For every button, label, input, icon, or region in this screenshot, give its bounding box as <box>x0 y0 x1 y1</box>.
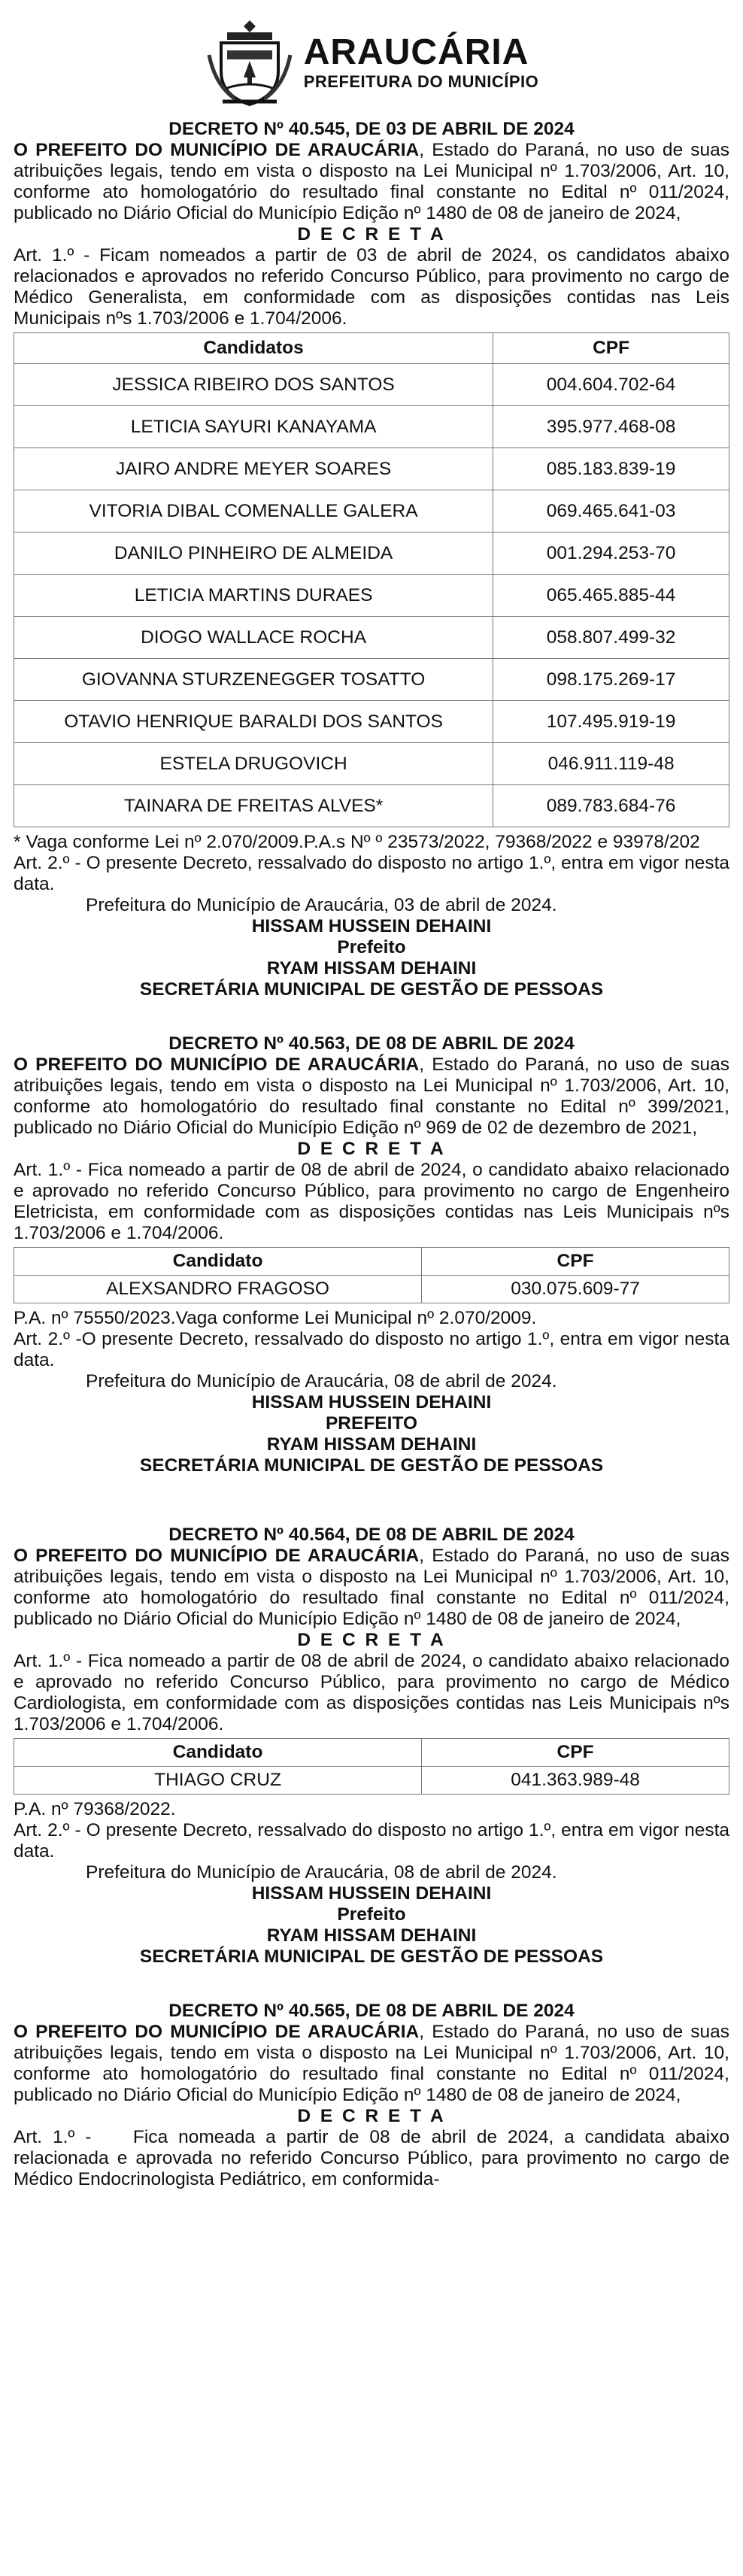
table-row <box>14 785 729 827</box>
column-header-name: Candidatos <box>14 333 493 364</box>
candidate-name: OTAVIO HENRIQUE BARALDI DOS SANTOS <box>14 701 493 743</box>
spacer <box>14 1000 729 1033</box>
article-2: Art. 2.º - O presente Decreto, ressalvado do disposto no artigo 1.º, entra em vigor nesta data. <box>14 853 729 894</box>
table-header-row <box>14 1248 729 1276</box>
candidates-table <box>14 332 729 827</box>
signatory-mayor: HISSAM HUSSEIN DEHAINI <box>251 916 492 936</box>
table-row <box>14 1767 729 1795</box>
table-row <box>14 490 729 532</box>
candidate-name: GIOVANNA STURZENEGGER TOSATTO <box>14 659 493 701</box>
table-row <box>14 743 729 785</box>
candidate-cpf: 058.807.499-32 <box>493 617 729 659</box>
decree-40563 <box>14 1033 729 1476</box>
candidate-name: JESSICA RIBEIRO DOS SANTOS <box>14 364 493 406</box>
place-date: Prefeitura do Município de Araucária, 08 de abril de 2024. <box>86 1862 557 1883</box>
article-1: Art. 1.º - Fica nomeado a partir de 08 de abril de 2024, o candidato abaixo relacionado e aprovado no referido Concurso Público, para provimento no cargo de Engenheiro Eletricista, em conformidade com as disposições contidas nas Leis Municipais nºs 1.703/2006 e 1.704/2006. <box>14 1160 729 1243</box>
place-date: Prefeitura do Município de Araucária, 08 de abril de 2024. <box>86 1371 557 1391</box>
intro-bold: O PREFEITO DO MUNICÍPIO DE ARAUCÁRIA <box>14 1546 420 1566</box>
decree-title: DECRETO Nº 40.563, DE 08 DE ABRIL DE 2024 <box>168 1033 575 1054</box>
signatory-mayor: HISSAM HUSSEIN DEHAINI <box>251 1883 492 1904</box>
column-header-name: Candidato <box>14 1248 422 1276</box>
candidate-cpf: 001.294.253-70 <box>493 532 729 575</box>
signatory-mayor-role: Prefeito <box>337 1904 406 1925</box>
decree-intro <box>14 1054 729 1139</box>
signatory-mayor-role: PREFEITO <box>325 1413 418 1434</box>
decreta-heading: D E C R E T A <box>297 1630 446 1650</box>
candidate-name: DIOGO WALLACE ROCHA <box>14 617 493 659</box>
candidate-name: LETICIA MARTINS DURAES <box>14 575 493 617</box>
decree-title: DECRETO Nº 40.565, DE 08 DE ABRIL DE 2024 <box>168 2001 575 2021</box>
candidate-table <box>14 1247 729 1303</box>
table-row <box>14 406 729 448</box>
candidate-name: JAIRO ANDRE MEYER SOARES <box>14 448 493 490</box>
article-1: Art. 1.º - Ficam nomeados a partir de 03 de abril de 2024, os candidatos abaixo relacionados e aprovados no referido Concurso Público, para provimento no cargo de Médico Generalista, em conformidade com as disposições contidas nas Leis Municipais nºs 1.703/2006 e 1.704/2006. <box>14 245 729 329</box>
intro-text: , Estado do Paraná, no uso de suas atribuições legais, tendo em vista o disposto na Lei Municipal nº 1.703/2006, Art. 10, conforme ato homologatório do resultado final constante no Edital nº 399/2021, publicado no Diário Oficial do Município Edição nº 969 de 02 de dezembro de 2021, <box>14 1054 729 1138</box>
intro-bold: O PREFEITO DO MUNICÍPIO DE ARAUCÁRIA <box>14 140 420 160</box>
intro-bold: O PREFEITO DO MUNICÍPIO DE ARAUCÁRIA <box>14 1054 420 1075</box>
candidate-name: THIAGO CRUZ <box>14 1767 422 1795</box>
document-page <box>14 0 735 2190</box>
table-header-row <box>14 1739 729 1767</box>
decreta-heading: D E C R E T A <box>297 224 446 244</box>
table-header-row <box>14 333 729 364</box>
signatory-mayor-role: Prefeito <box>337 937 406 957</box>
vacancy-note: * Vaga conforme Lei nº 2.070/2009.P.A.s Nº º 23573/2022, 79368/2022 e 93978/202 <box>14 832 700 852</box>
candidate-table <box>14 1738 729 1795</box>
article-1: Art. 1.º - Fica nomeado a partir de 08 de abril de 2024, o candidato abaixo relacionado e aprovado no referido Concurso Público, para provimento no cargo de Médico Cardiologista, em conformidade com as disposições contidas nas Leis Municipais nºs 1.703/2006 e 1.704/2006. <box>14 1651 729 1734</box>
column-header-cpf: CPF <box>493 333 729 364</box>
table-row <box>14 659 729 701</box>
table-row <box>14 364 729 406</box>
table-row <box>14 532 729 575</box>
brand <box>303 32 539 91</box>
signatory-mayor: HISSAM HUSSEIN DEHAINI <box>251 1392 492 1412</box>
intro-text: , Estado do Paraná, no uso de suas atribuições legais, tendo em vista o disposto na Lei Municipal nº 1.703/2006, Art. 10, conforme ato homologatório do resultado final constante no Edital nº 011/2024, publicado no Diário Oficial do Município Edição nº 1480 de 08 de janeiro de 2024, <box>14 1546 729 1629</box>
article-2: Art. 2.º -O presente Decreto, ressalvado do disposto no artigo 1.º, entra em vigor nesta data. <box>14 1329 729 1370</box>
decree-40565 <box>14 2001 735 2190</box>
decree-40545 <box>14 119 729 1000</box>
decree-40564 <box>14 1525 729 1968</box>
process-note: P.A. nº 75550/2023.Vaga conforme Lei Municipal nº 2.070/2009. <box>14 1308 537 1328</box>
candidate-name: VITORIA DIBAL COMENALLE GALERA <box>14 490 493 532</box>
intro-bold: O PREFEITO DO MUNICÍPIO DE ARAUCÁRIA <box>14 2022 420 2042</box>
brand-name: ARAUCÁRIA <box>303 32 529 72</box>
table-row <box>14 575 729 617</box>
intro-text: , Estado do Paraná, no uso de suas atribuições legais, tendo em vista o disposto na Lei Municipal nº 1.703/2006, Art. 10, conforme ato homologatório do resultado final constante no Edital nº 011/2024, publicado no Diário Oficial do Município Edição nº 1480 de 08 de janeiro de 2024, <box>14 140 729 223</box>
spacer <box>14 1476 729 1525</box>
candidate-name: ESTELA DRUGOVICH <box>14 743 493 785</box>
candidate-cpf: 041.363.989-48 <box>422 1767 729 1795</box>
process-note: P.A. nº 79368/2022. <box>14 1799 176 1819</box>
candidate-cpf: 004.604.702-64 <box>493 364 729 406</box>
candidate-cpf: 069.465.641-03 <box>493 490 729 532</box>
signatory-secretary: RYAM HISSAM DEHAINI <box>266 958 477 979</box>
decree-title: DECRETO Nº 40.564, DE 08 DE ABRIL DE 2024 <box>168 1525 575 1545</box>
signatory-secretary-role: SECRETÁRIA MUNICIPAL DE GESTÃO DE PESSOAS <box>139 1455 604 1476</box>
column-header-name: Candidato <box>14 1739 422 1767</box>
spacer <box>14 1968 729 2001</box>
candidate-cpf: 065.465.885-44 <box>493 575 729 617</box>
candidate-name: ALEXSANDRO FRAGOSO <box>14 1276 422 1303</box>
column-header-cpf: CPF <box>422 1248 729 1276</box>
table-row <box>14 701 729 743</box>
decree-title: DECRETO Nº 40.545, DE 03 DE ABRIL DE 2024 <box>168 119 575 139</box>
signatory-secretary-role: SECRETÁRIA MUNICIPAL DE GESTÃO DE PESSOAS <box>139 1946 604 1967</box>
candidate-cpf: 089.783.684-76 <box>493 785 729 827</box>
decree-intro <box>14 1546 729 1630</box>
candidate-cpf: 395.977.468-08 <box>493 406 729 448</box>
signatory-secretary: RYAM HISSAM DEHAINI <box>266 1925 477 1946</box>
candidate-name: LETICIA SAYURI KANAYAMA <box>14 406 493 448</box>
decree-intro <box>14 140 729 224</box>
coat-of-arms-icon <box>205 17 295 108</box>
header <box>14 14 729 111</box>
decreta-heading: D E C R E T A <box>297 2106 446 2126</box>
candidate-cpf: 098.175.269-17 <box>493 659 729 701</box>
candidate-cpf: 030.075.609-77 <box>422 1276 729 1303</box>
table-row <box>14 1276 729 1303</box>
candidate-name: DANILO PINHEIRO DE ALMEIDA <box>14 532 493 575</box>
brand-subtitle: PREFEITURA DO MUNICÍPIO <box>303 72 539 91</box>
signatory-secretary-role: SECRETÁRIA MUNICIPAL DE GESTÃO DE PESSOAS <box>139 979 604 1000</box>
signatory-secretary: RYAM HISSAM DEHAINI <box>266 1434 477 1455</box>
article-2: Art. 2.º - O presente Decreto, ressalvado do disposto no artigo 1.º, entra em vigor nesta data. <box>14 1820 729 1861</box>
table-row <box>14 617 729 659</box>
candidate-cpf: 046.911.119-48 <box>493 743 729 785</box>
decree-intro <box>14 2022 729 2106</box>
decreta-heading: D E C R E T A <box>297 1139 446 1159</box>
candidate-name: TAINARA DE FREITAS ALVES* <box>14 785 493 827</box>
table-row <box>14 448 729 490</box>
place-date: Prefeitura do Município de Araucária, 03 de abril de 2024. <box>86 895 557 915</box>
intro-text: , Estado do Paraná, no uso de suas atribuições legais, tendo em vista o disposto na Lei Municipal nº 1.703/2006, Art. 10, conforme ato homologatório do resultado final constante no Edital nº 011/2024, publicado no Diário Oficial do Município Edição nº 1480 de 08 de janeiro de 2024, <box>14 2022 729 2105</box>
candidate-cpf: 107.495.919-19 <box>493 701 729 743</box>
article-1: Art. 1.º - Fica nomeada a partir de 08 de abril de 2024, a candidata abaixo relacionada e aprovada no referido Concurso Público, para provimento no cargo de Médico Endocrinologista Pediátrico, em conformida- <box>14 2127 735 2189</box>
column-header-cpf: CPF <box>422 1739 729 1767</box>
candidate-cpf: 085.183.839-19 <box>493 448 729 490</box>
